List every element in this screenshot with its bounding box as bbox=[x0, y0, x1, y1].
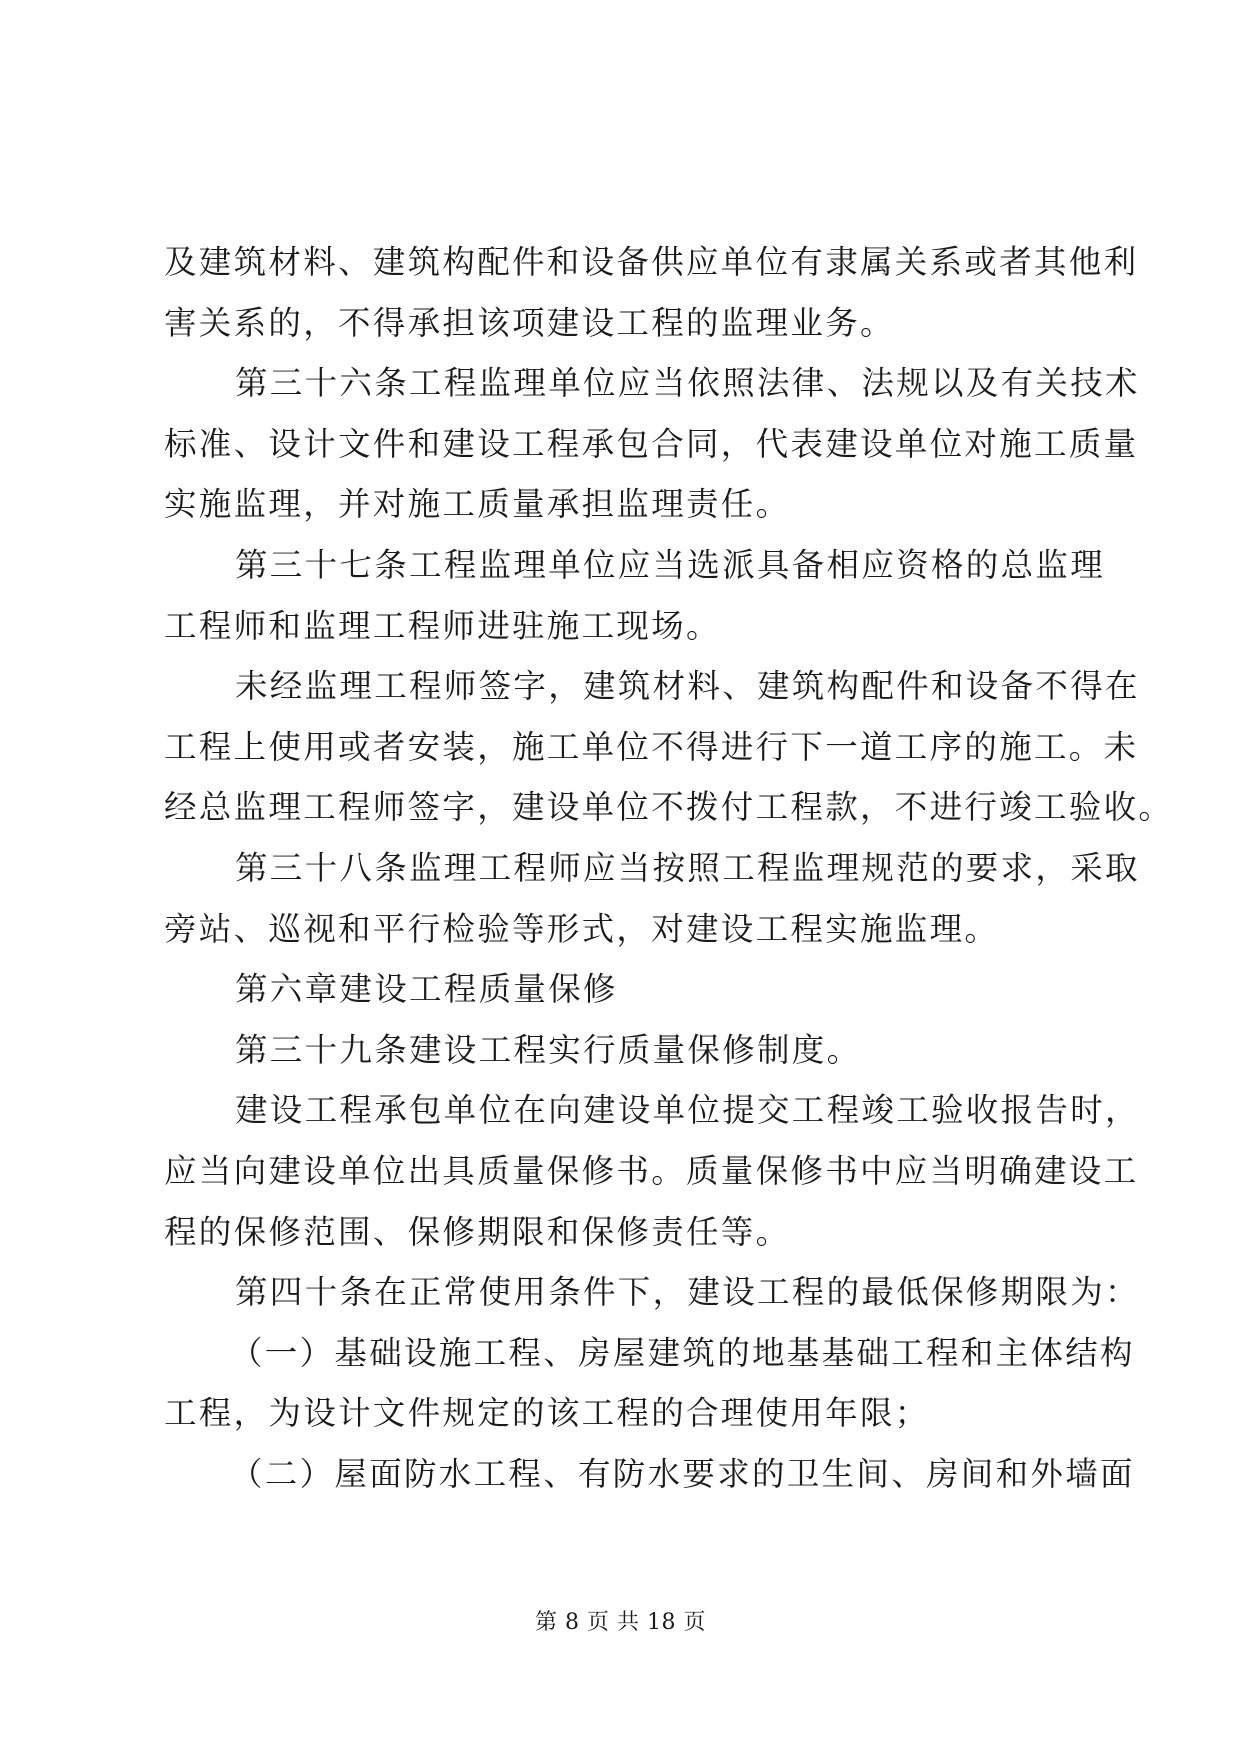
document-body bbox=[164, 232, 1174, 1504]
list-item-1-start: （一）基础设施工程、房屋建筑的地基基础工程和主体结构 bbox=[230, 1333, 1135, 1372]
paragraph-start: 未经监理工程师签字，建筑材料、建筑构配件和设备不得在 bbox=[235, 667, 1140, 706]
article-36-start: 第三十六条工程监理单位应当依照法律、法规以及有关技术 bbox=[235, 364, 1140, 403]
text-line: 应当向建设单位出具质量保修书。质量保修书中应当明确建设工 bbox=[164, 1151, 1139, 1190]
text-line: 害关系的，不得承担该项建设工程的监理业务。 bbox=[164, 303, 895, 342]
text-line: 工程，为设计文件规定的该工程的合理使用年限； bbox=[164, 1394, 930, 1433]
text-line: 及建筑材料、建筑构配件和设备供应单位有隶属关系或者其他利 bbox=[164, 243, 1139, 281]
list-item-2-start: （二）屋面防水工程、有防水要求的卫生间、房间和外墙面 bbox=[230, 1454, 1135, 1493]
text-line: 工程师和监理工程师进驻施工现场。 bbox=[164, 606, 721, 645]
article-39: 第三十九条建设工程实行质量保修制度。 bbox=[235, 1030, 862, 1069]
article-40-start: 第四十条在正常使用条件下，建设工程的最低保修期限为： bbox=[235, 1273, 1140, 1312]
text-line: 实施监理，并对施工质量承担监理责任。 bbox=[164, 485, 791, 524]
article-37-start: 第三十七条工程监理单位应当选派具备相应资格的总监理 bbox=[235, 545, 1106, 584]
article-38-start: 第三十八条监理工程师应当按照工程监理规范的要求，采取 bbox=[235, 848, 1140, 887]
paragraph-start: 建设工程承包单位在向建设单位提交工程竣工验收报告时， bbox=[235, 1091, 1140, 1130]
text-line: 经总监理工程师签字，建设单位不拨付工程款，不进行竣工验收。 bbox=[164, 788, 1174, 827]
text-line: 标准、设计文件和建设工程承包合同，代表建设单位对施工质量 bbox=[164, 424, 1139, 463]
chapter-heading: 第六章建设工程质量保修 bbox=[235, 970, 618, 1009]
text-line: 旁站、巡视和平行检验等形式，对建设工程实施监理。 bbox=[164, 909, 1000, 948]
text-line: 工程上使用或者安装，施工单位不得进行下一道工序的施工。未 bbox=[164, 727, 1139, 766]
text-line: 程的保修范围、保修期限和保修责任等。 bbox=[164, 1212, 791, 1251]
page-number-footer: 第 8 页 共 18 页 bbox=[535, 1610, 706, 1635]
